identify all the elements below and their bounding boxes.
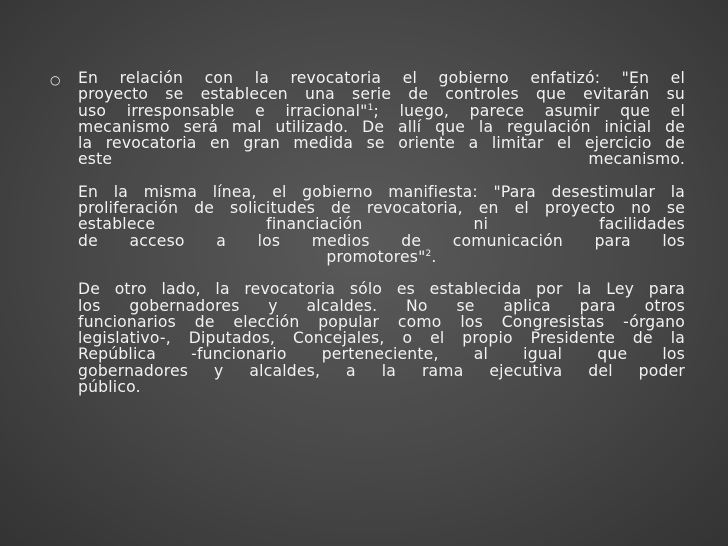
text-segment: . xyxy=(431,247,437,266)
footnote-marker-1: 1 xyxy=(367,102,374,113)
paragraph-2 xyxy=(78,184,685,265)
hollow-circle-bullet-icon: ○ xyxy=(50,73,61,87)
paragraph-1 xyxy=(78,70,685,168)
text-line: De otro lado, la revocatoria sólo es establecida por la Ley para xyxy=(78,280,685,299)
text-line: mecanismo será mal utilizado. De allí que la regulación inicial de xyxy=(78,117,685,136)
text-line: la revocatoria en gran medida se oriente a limitar el ejercicio de xyxy=(78,134,685,153)
text-segment: ; luego, parece asumir que el xyxy=(373,101,686,120)
text-line xyxy=(78,103,685,119)
text-segment: promotores" xyxy=(326,247,426,266)
footnote-marker-2: 2 xyxy=(425,248,432,259)
paragraph-3 xyxy=(78,281,685,395)
text-line: los gobernadores y alcaldes. No se aplica para otros xyxy=(78,296,685,315)
text-line xyxy=(78,249,685,265)
text-line: funcionarios de elección popular como los Congresistas -órgano xyxy=(78,312,685,331)
body-text xyxy=(78,70,685,411)
text-line: En relación con la revocatoria el gobierno enfatizó: "En el xyxy=(78,69,685,87)
text-line: legislativo-, Diputados, Concejales, o el propio Presidente de la xyxy=(78,329,685,348)
text-line: gobernadores y alcaldes, a la rama ejecutiva del poder xyxy=(78,361,685,380)
text-line: República -funcionario perteneciente, al igual que los xyxy=(78,345,685,364)
text-line: En la misma línea, el gobierno manifiesta: "Para desestimular la xyxy=(78,182,685,201)
text-line: proyecto se establecen una serie de controles que evitarán su xyxy=(78,85,685,104)
text-segment: mecanismo. xyxy=(588,150,685,169)
text-segment: uso irresponsable e irracional" xyxy=(78,101,368,120)
text-line: de acceso a los medios de comunicación para los xyxy=(78,231,685,250)
text-line xyxy=(78,151,685,167)
text-line: público. xyxy=(78,378,141,397)
text-line: proliferación de solicitudes de revocatoria, en el proyecto no se xyxy=(78,199,685,218)
text-line: establece financiación ni facilidades xyxy=(78,215,685,234)
text-segment: este xyxy=(78,150,113,169)
